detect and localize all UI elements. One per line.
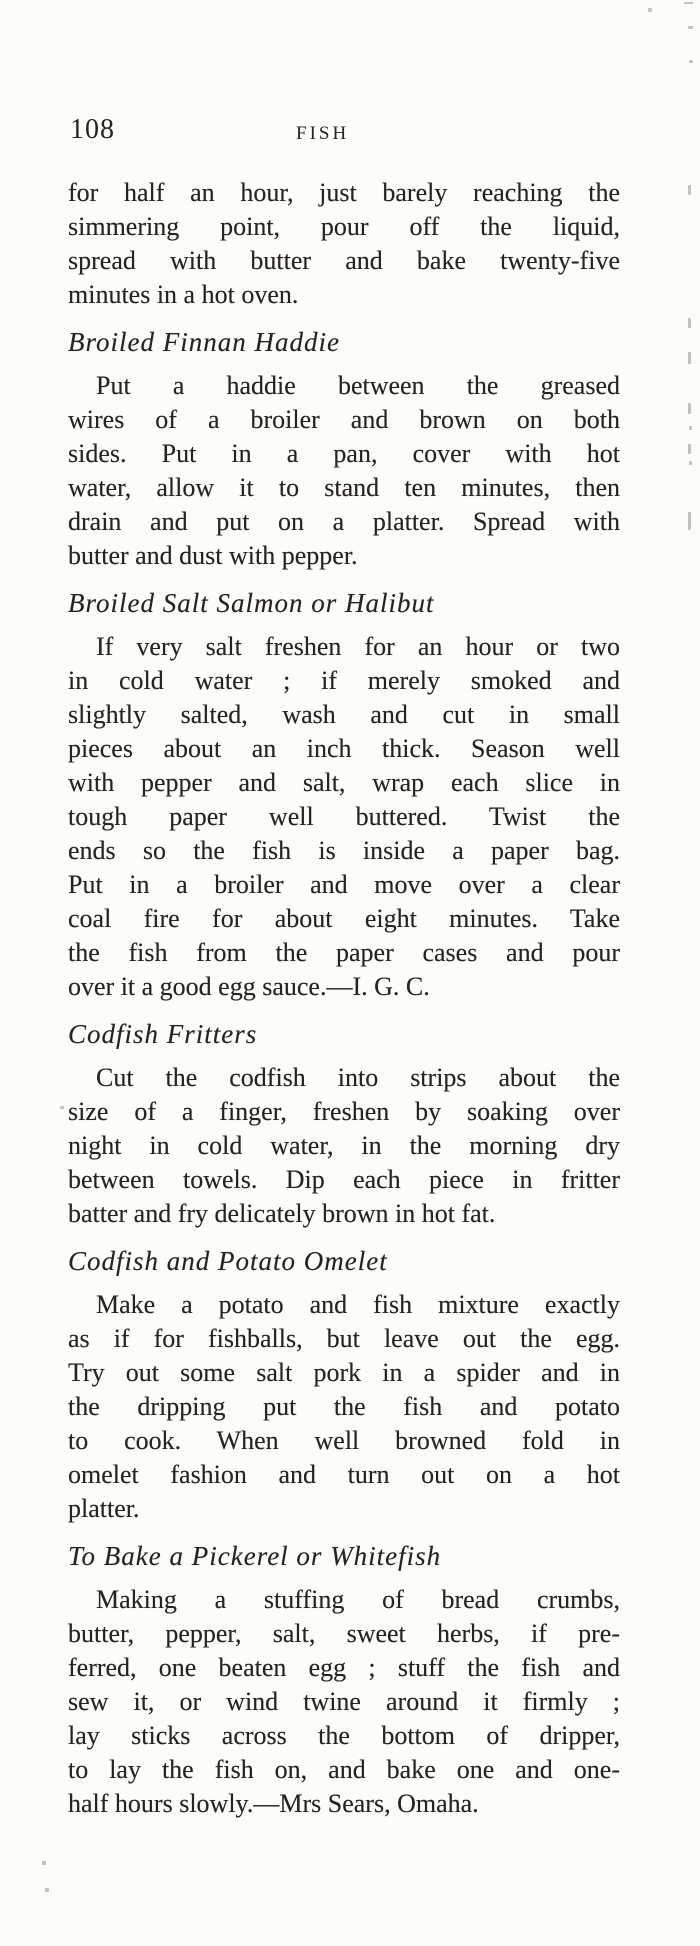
text-line: batter and fry delicately brown in hot fat. <box>68 1199 496 1228</box>
recipe-heading: Codfish Fritters <box>68 1019 258 1049</box>
text-line: to lay the fish on, and bake one and one- <box>68 1755 620 1784</box>
recipe-paragraph <box>68 1288 620 1526</box>
recipe-paragraph <box>68 1061 620 1231</box>
recipe-paragraph <box>68 176 620 312</box>
running-head: FISH <box>296 123 350 144</box>
text-line: Cut the codfish into strips about the <box>96 1063 620 1092</box>
text-line: as if for fishballs, but leave out the egg. <box>68 1324 620 1353</box>
text-line: to cook. When well browned fold in <box>68 1426 620 1455</box>
text-line: half hours slowly.—Mrs Sears, Omaha. <box>68 1789 479 1818</box>
scan-speck <box>648 8 652 12</box>
text-line: butter and dust with pepper. <box>68 541 358 570</box>
text-line: platter. <box>68 1494 140 1523</box>
text-line: in cold water ; if merely smoked and <box>68 666 620 695</box>
text-line: water, allow it to stand ten minutes, then <box>68 473 620 502</box>
scan-speck <box>684 2 693 4</box>
text-line: sew it, or wind twine around it firmly ; <box>68 1687 620 1716</box>
text-line: ends so the fish is inside a paper bag. <box>68 836 620 865</box>
text-line: simmering point, pour off the liquid, <box>68 212 620 241</box>
text-line: coal fire for about eight minutes. Take <box>68 904 620 933</box>
text-line: the fish from the paper cases and pour <box>68 938 620 967</box>
text-line: lay sticks across the bottom of dripper, <box>68 1721 620 1750</box>
recipe-paragraph <box>68 369 620 573</box>
text-line: Try out some salt pork in a spider and in <box>68 1358 620 1387</box>
text-line: minutes in a hot oven. <box>68 280 299 309</box>
scan-speck <box>45 1888 49 1892</box>
scan-speck <box>688 318 691 328</box>
page-body <box>68 176 620 1821</box>
scan-speck <box>689 426 692 430</box>
text-line: omelet fashion and turn out on a hot <box>68 1460 620 1489</box>
text-line: Make a potato and fish mixture exactly <box>96 1290 620 1319</box>
text-line: ferred, one beaten egg ; stuff the fish and <box>68 1653 620 1682</box>
text-line: night in cold water, in the morning dry <box>68 1131 620 1160</box>
text-line: with pepper and salt, wrap each slice in <box>68 768 620 797</box>
text-line: butter, pepper, salt, sweet herbs, if pre- <box>68 1619 620 1648</box>
scan-speck <box>688 403 691 414</box>
text-line: over it a good egg sauce.—I. G. C. <box>68 972 430 1001</box>
scan-speck <box>688 185 691 195</box>
text-line: for half an hour, just barely reaching the <box>68 178 620 207</box>
text-line: between towels. Dip each piece in fritter <box>68 1165 620 1194</box>
text-line: If very salt freshen for an hour or two <box>96 632 620 661</box>
text-line: spread with butter and bake twenty-five <box>68 246 620 275</box>
scan-speck <box>688 352 691 364</box>
text-line: pieces about an inch thick. Season well <box>68 734 620 763</box>
scan-speck <box>689 60 693 63</box>
scan-speck <box>42 1861 46 1865</box>
scan-speck <box>689 461 692 465</box>
scan-speck <box>688 26 693 29</box>
recipe-heading: Broiled Salt Salmon or Halibut <box>68 588 435 618</box>
scan-speck <box>688 444 691 454</box>
text-line: Put in a broiler and move over a clear <box>68 870 620 899</box>
text-line: size of a finger, freshen by soaking over <box>68 1097 620 1126</box>
recipe-heading: To Bake a Pickerel or Whitefish <box>68 1541 442 1571</box>
text-line: wires of a broiler and brown on both <box>68 405 620 434</box>
text-line: Put a haddie between the greased <box>96 371 620 400</box>
scan-speck <box>688 512 691 530</box>
text-line: the dripping put the fish and potato <box>68 1392 620 1421</box>
page-header <box>68 114 620 148</box>
recipe-paragraph <box>68 630 620 1004</box>
text-line: slightly salted, wash and cut in small <box>68 700 620 729</box>
text-line: Making a stuffing of bread crumbs, <box>96 1585 620 1614</box>
recipe-paragraph <box>68 1583 620 1821</box>
scan-speck <box>60 1106 64 1109</box>
text-line: sides. Put in a pan, cover with hot <box>68 439 620 468</box>
text-line: tough paper well buttered. Twist the <box>68 802 620 831</box>
page-number: 108 <box>70 114 115 145</box>
text-line: drain and put on a platter. Spread with <box>68 507 620 536</box>
recipe-heading: Broiled Finnan Haddie <box>68 327 340 357</box>
recipe-heading: Codfish and Potato Omelet <box>68 1246 388 1276</box>
